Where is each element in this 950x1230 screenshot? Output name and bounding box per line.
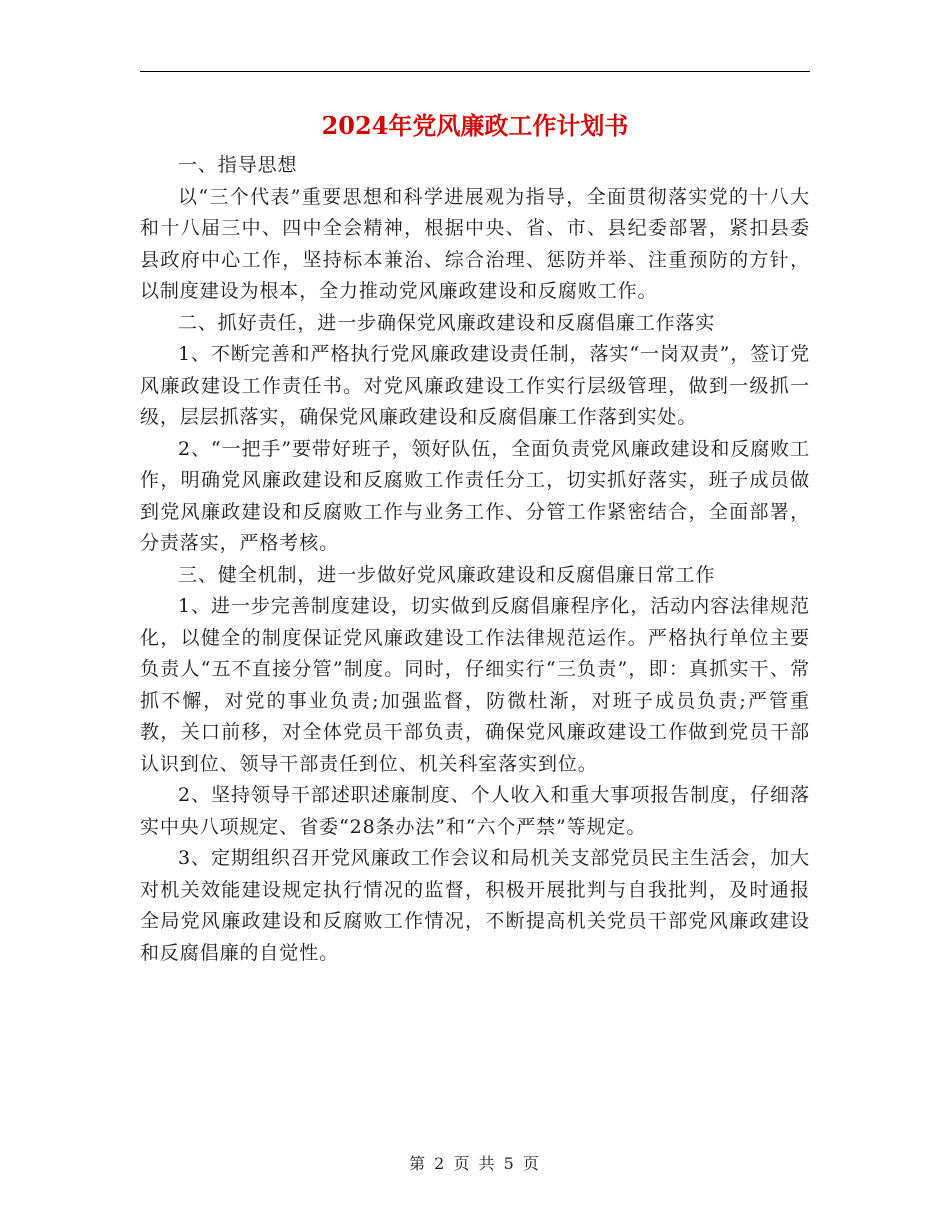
section-heading-3: 三、健全机制，进一步做好党风廉政建设和反腐倡廉日常工作	[178, 563, 716, 586]
header-rule	[140, 71, 810, 72]
section-heading-2: 二、抓好责任，进一步确保党风廉政建设和反腐倡廉工作落实	[178, 311, 716, 334]
document-title: 2024年党风廉政工作计划书	[321, 111, 629, 140]
paragraph: 以“三个代表”重要思想和科学进展观为指导，全面贯彻落实党的十八大和十八届三中、四中全会精神，根据中央、省、市、县纪委部署，紧扣县委县政府中心工作，坚持标本兼治、综合治理、惩防并举、注重预防的方针，以制度建设为根本，全力推动党风廉政建设和反腐败工作。	[140, 185, 810, 302]
section-heading-1: 一、指导思想	[178, 154, 298, 176]
paragraph: 2、坚持领导干部述职述廉制度、个人收入和重大事项报告制度，仔细落实中央八项规定、省委“28条办法”和“六个严禁”等规定。	[140, 784, 810, 838]
paragraph: 1、进一步完善制度建设，切实做到反腐倡廉程序化，活动内容法律规范化，以健全的制度保证党风廉政建设工作法律规范运作。严格执行单位主要负责人“五不直接分管”制度。同时，仔细实行“三负责”，即：真抓实干、常抓不懈，对党的事业负责;加强监督，防微杜渐，对班子成员负责;严管重教，关口前移，对全体党员干部负责，确保党风廉政建设工作做到党员干部认识到位、领导干部责任到位、机关科室落实到位。	[140, 595, 810, 775]
document-body	[140, 150, 810, 969]
paragraph: 2、“一把手”要带好班子，领好队伍，全面负责党风廉政建设和反腐败工作，明确党风廉政建设和反腐败工作责任分工，切实抓好落实，班子成员做到党风廉政建设和反腐败工作与业务工作、分管工作紧密结合，全面部署，分责落实，严格考核。	[140, 437, 810, 554]
paragraph: 3、定期组织召开党风廉政工作会议和局机关支部党员民主生活会，加大对机关效能建设规定执行情况的监督，积极开展批判与自我批判，及时通报全局党风廉政建设和反腐败工作情况，不断提高机关党员干部党风廉政建设和反腐倡廉的自觉性。	[140, 847, 810, 964]
page-number: 第 2 页 共 5 页	[409, 1154, 541, 1173]
paragraph: 1、不断完善和严格执行党风廉政建设责任制，落实“一岗双责”，签订党风廉政建设工作责任书。对党风廉政建设工作实行层级管理，做到一级抓一级，层层抓落实，确保党风廉政建设和反腐倡廉工作落到实处。	[140, 343, 810, 428]
